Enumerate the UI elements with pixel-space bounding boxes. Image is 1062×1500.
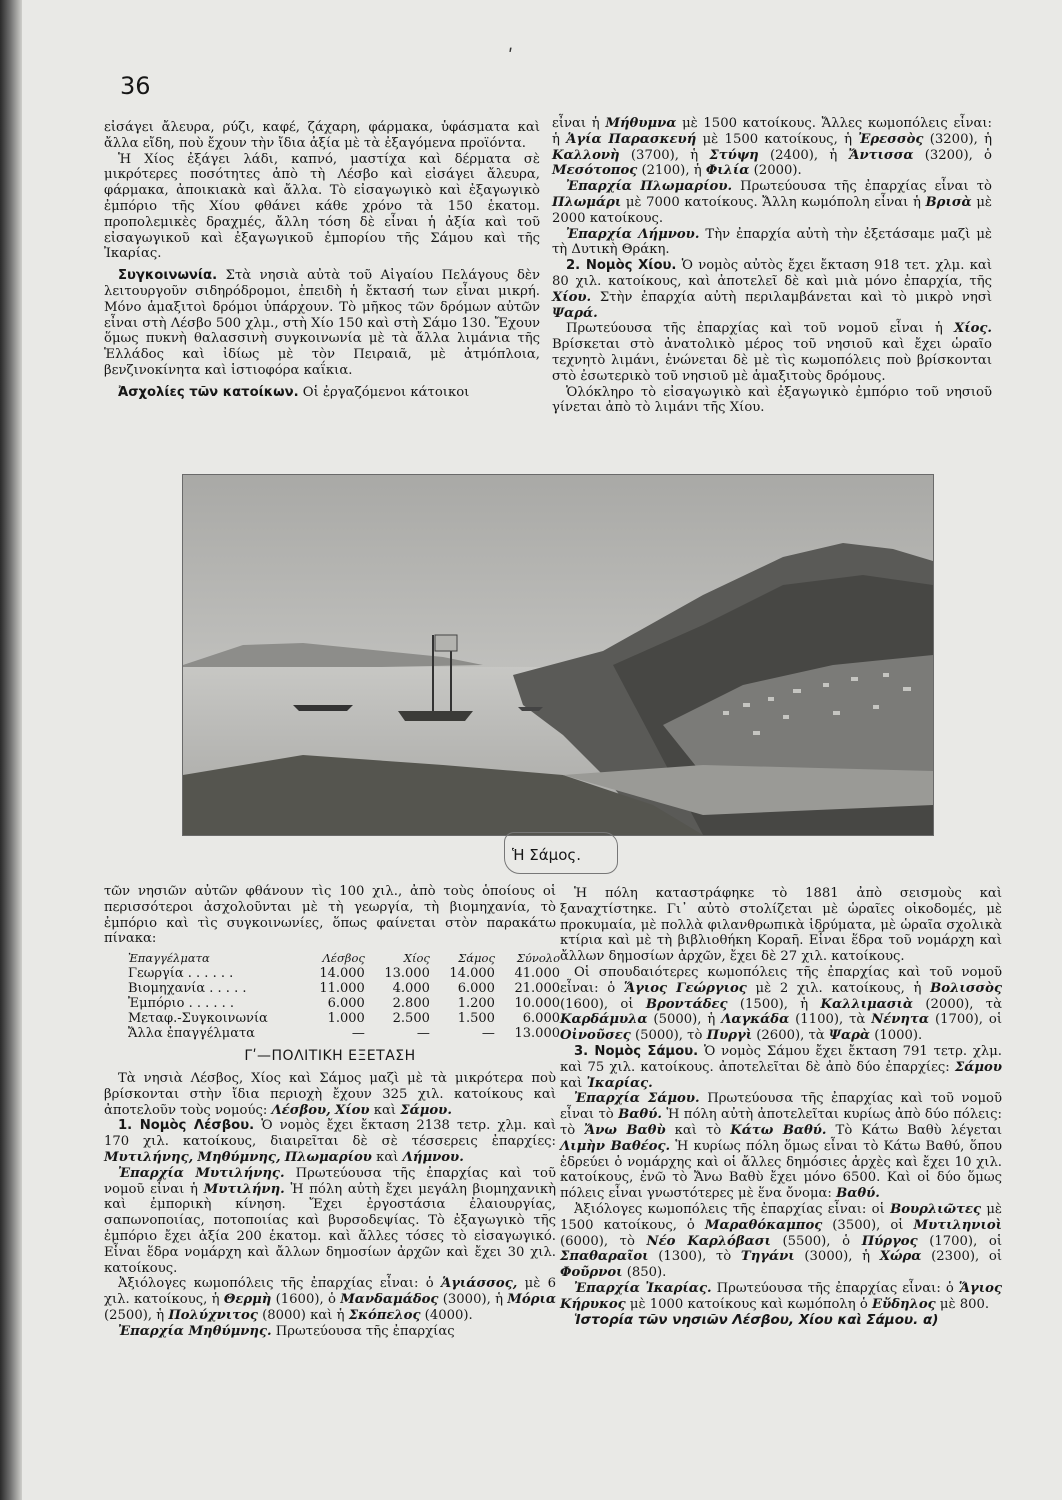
section-title: Γʹ—ΠΟΛΙΤΙΚΗ ΕΞΕΤΑΣΗ [244,1048,416,1065]
column-top-left [104,120,540,401]
column-top-right [552,116,992,416]
rowboat [293,705,353,711]
table-row: Μεταφ.-Συγκοινωνία 1.000 2.500 1.500 6.000 [128,1011,560,1027]
paragraph: 2. Νομὸς Χίου. Ὁ νομὸς αὐτὸς ἔχει ἔκταση 918 τετ. χλμ. καὶ 80 χιλ. κατοίκους, καὶ ἀποτελεῖ δὲ καὶ μιὰ μόνο ἐπαρχία, τῆς Χίου. Στὴν ἐπαρχία αὐτὴ περιλαμβάνεται καὶ τὸ μικρὸ νησὶ Ψαρά. [552,258,992,321]
harbor-illustration [183,475,933,835]
paragraph: Οἱ σπουδαιότερες κωμοπόλεις τῆς ἐπαρχίας καὶ τοῦ νομοῦ εἶναι: ὁ Ἅγιος Γεώργιος μὲ 2 χιλ. κατοίκους, ἡ Βολισσὸς (1600), οἱ Βροντάδες (1500), ἡ Καλλιμασιὰ (2000), τὰ Καρδάμυλα (5000), ἡ Λαγκάδα (1100), τὰ Νένητα (1700), οἱ Οἰνοῦσες (5000), τὸ Πυργὶ (2600), τὰ Ψαρὰ (1000). [560,964,1002,1044]
table-header: Ἐπαγγέλματα [128,951,210,966]
paragraph: Τὰ νησιὰ Λέσβος, Χίος καὶ Σάμος μαζὶ μὲ τὰ μικρότερα ποὺ βρίσκονται στὴν ἴδια περιοχὴ ἔχουν 325 χιλ. κατοίκους καὶ ἀποτελοῦν τοὺς νομούς: Λέσβου, Χίου καὶ Σάμου. [104,1070,556,1118]
small-boat [518,707,543,711]
section-lead: Ἀσχολίες τῶν κατοίκων. [118,384,299,400]
page-binding-edge [0,0,22,1500]
paragraph: Ἐπαρχία Ἰκαρίας. Πρωτεύουσα τῆς ἐπαρχίας εἶναι: ὁ Ἅγιος Κήρυκος μὲ 1000 κατοίκους καὶ κωμόπολη ὁ Εὔδηλος μὲ 800. [560,1280,1002,1312]
occupations-table [124,951,564,1041]
section-lead: Συγκοινωνία. [118,268,218,284]
column-bottom-right [560,886,1002,1328]
paragraph: Ἡ πόλη καταστράφηκε τὸ 1881 ἀπὸ σεισμοὺς καὶ ξαναχτίστηκε. Γι᾽ αὐτὸ στολίζεται μὲ ὡραῖες οἰκοδομές, μὲ προκυμαία, μὲ πολλὰ φιλανθρωπικὰ ἱδρύματα, μὲ ὡραῖα σχολικὰ κτίρια καὶ μὲ τὴ βιβλιοθήκη Κοραῆ. Εἶναι ἕδρα τοῦ νομάρχη καὶ ἄλλων δημοσίων ἀρχῶν, ἔχει δὲ 27 χιλ. κατοίκους. [560,886,1002,965]
paragraph: Πρωτεύουσα τῆς ἐπαρχίας καὶ τοῦ νομοῦ εἶναι ἡ Χίος. Βρίσκεται στὸ ἀνατολικὸ μέρος τοῦ νησιοῦ καὶ ἔχει ὡραῖο τεχνητὸ λιμάνι, ἑνώνεται δὲ μὲ τὶς κωμοπόλεις ποὺ βρίσκονται στὸ ἐσωτερικὸ τοῦ νησιοῦ μὲ ἁμαξιτοὺς δρόμους. [552,321,992,384]
table-row: Ἐμπόριο . . . . . . 6.000 2.800 1.200 10.000 [128,996,560,1012]
table-header: Σύνολο [516,951,560,966]
table-header: Χίος [403,951,430,966]
samos-harbor-photo [182,474,934,836]
section-heading-history: Ἱστορία τῶν νησιῶν Λέσβου, Χίου καὶ Σάμου. α) [574,1311,939,1328]
paragraph: εἶναι ἡ Μήθυμνα μὲ 1500 κατοίκους. Ἄλλες κωμοπόλεις εἶναι: ἡ Ἁγία Παρασκευή μὲ 1500 κατοίκους, ἡ Ἐρεσσὸς (3200), ἡ Καλλονὴ (3700), ἡ Στύψη (2400), ἡ Ἄντισσα (3200), ὁ Μεσότοπος (2100), ἡ Φιλία (2000). [552,116,993,179]
paragraph: Ἐπαρχία Πλωμαρίου. Πρωτεύουσα τῆς ἐπαρχίας εἶναι τὸ Πλωμάρι μὲ 7000 κατοίκους. Ἄλλη κωμόπολη εἶναι ἡ Βρισὰ μὲ 2000 κατοίκους. [552,179,992,226]
paragraph: 1. Νομὸς Λέσβου. Ὁ νομὸς ἔχει ἔκταση 2138 τετρ. χλμ. καὶ 170 χιλ. κατοίκους, διαιρεῖται δὲ σὲ τέσσερεις ἐπαρχίες: Μυτιλήνης, Μηθύμνης, Πλωμαρίου καὶ Λήμνου. [104,1118,556,1165]
paragraph: εἰσάγει ἄλευρα, ρύζι, καφέ, ζάχαρη, φάρμακα, ὑφάσματα καὶ ἄλλα εἴδη, ποὺ ἔχουν τὴν ἴδια ἀξία μὲ τὰ ἐξαγόμενα προϊόντα. [104,120,540,151]
paragraph: Ἐπαρχία Μηθύμνης. Πρωτεύουσα τῆς ἐπαρχίας [118,1323,455,1339]
table-header: Σάμος [458,951,495,966]
table-header: Λέσβος [322,951,365,966]
paragraph: Ἐπαρχία Μυτιλήνης. Πρωτεύουσα τῆς ἐπαρχίας καὶ τοῦ νομοῦ εἶναι ἡ Μυτιλήνη. Ἡ πόλη αὐτὴ ἔχει μεγάλη βιομηχανικὴ καὶ ἐμπορικὴ κίνηση. Ἔχει ἐργοστάσια ἐλαιουργίας, σαπωνοποιίας, ποτοποιίας καὶ βυρσοδεψίας. Τὸ ἐξαγωγικὸ τῆς ἐμπόριο ἔχει ἀξία 200 ἑκατομ. καὶ ἄλλες τόσες τὸ εἰσαγωγικό. Εἶναι ἕδρα νομάρχη καὶ ἄλλων δημοσίων ἀρχῶν καὶ ἔχει 30 χιλ. κατοίκους. [104,1165,556,1276]
column-bottom-left [104,884,560,1340]
paragraph-text: Οἱ ἐργαζόμενοι κάτοικοι [298,384,470,400]
page-number: 36 [120,72,151,100]
paragraph: Ὁλόκληρο τὸ εἰσαγωγικὸ καὶ ἐξαγωγικὸ ἐμπόριο τοῦ νησιοῦ γίνεται ἀπὸ τὸ λιμάνι τῆς Χίου. [552,384,992,416]
paragraph: Ἀξιόλογες κωμοπόλεις τῆς ἐπαρχίας εἶναι: ὁ Ἁγιάσσος, μὲ 6 χιλ. κατοίκους, ἡ Θερμὴ (1600), ὁ Μανδαμάδος (3000), ἡ Μόρια (2500), ἡ Πολύχνιτος (8000) καὶ ἡ Σκόπελος (4000). [104,1276,556,1323]
paragraph: Ἀξιόλογες κωμοπόλεις τῆς ἐπαρχίας εἶναι: οἱ Βουρλιῶτες μὲ 1500 κατοίκους, ὁ Μαραθόκαμπος (3500), οἱ Μυτιληνιοὶ (6000), τὸ Νέο Καρλόβασι (5500), ὁ Πύργος (1700), οἱ Σπαθαραῖοι (1300), τὸ Τηγάνι (3000), ἡ Χώρα (2300), οἱ Φοῦρνοι (850). [560,1201,1003,1281]
table-row: Ἄλλα ἐπαγγέλματα — — — 13.000 [128,1026,560,1042]
paragraph-text: Στὰ νησιὰ αὐτὰ τοῦ Αἰγαίου Πελάγους δὲν λειτουργοῦν σιδηρόδρομοι, ἐπειδὴ ἡ ἔκτασή των εἶναι μικρή. Μόνο ἁμαξιτοὶ δρόμοι ὑπάρχουν. Τὸ μῆκος τῶν δρόμων αὐτῶν εἶναι στὴ Λέσβο 500 χλμ., στὴ Χίο 150 καὶ στὴ Σάμο 130. Ἔχουν ὅμως πυκνὴ θαλασσινὴ συγκοινωνία μὲ τὰ ἄλλα λιμάνια τῆς Ἑλλάδος καὶ ἰδίως μὲ τὸν Πειραιᾶ, μὲ ἀτμόπλοια, βενζινοκίνητα καὶ ἱστιοφόρα καΐκια. [104,268,540,378]
photo-caption: Ἡ Σάμος. [512,846,581,864]
ink-mark: ʹ [508,46,514,67]
paragraph: τῶν νησιῶν αὐτῶν φθάνουν τὶς 100 χιλ., ἀπὸ τοὺς ὁποίους οἱ περισσότεροι ἀσχολοῦνται μὲ τὴ γεωργία, τὴ βιομηχανία, τὸ ἐμπόριο καὶ τὶς συγκοινωνίες, ὅπως φαίνεται στὸν παρακάτω πίνακα: [104,884,556,947]
table-row: Γεωργία . . . . . . 14.000 13.000 14.000 41.000 [128,966,560,982]
table-row: Βιομηχανία . . . . . 11.000 4.000 6.000 21.000 [128,981,560,997]
paragraph: Ἐπαρχία Σάμου. Πρωτεύουσα τῆς ἐπαρχίας καὶ τοῦ νομοῦ εἶναι τὸ Βαθύ. Ἡ πόλη αὐτὴ ἀποτελεῖται κυρίως ἀπὸ δύο πόλεις: τὸ Ἄνω Βαθὺ καὶ τὸ Κάτω Βαθύ. Τὸ Κάτω Βαθὺ λέγεται Λιμὴν Βαθέος. Ἡ κυρίως πόλη ὅμως εἶναι τὸ Κάτω Βαθύ, ὅπου ἑδρεύει ὁ νομάρχης καὶ οἱ ἄλλες δημόσιες ἀρχὲς καὶ ἔχει 10 χιλ. κατοίκους, ἐνῶ τὸ Ἄνω Βαθὺ ἔχει μόνο 6500. Καὶ οἱ δύο ὅμως πόλεις εἶναι γνωστότερες μὲ ἕνα ὄνομα: Βαθύ. [560,1091,1003,1202]
table-header-row [124,951,564,966]
paragraph: Ἡ Χίος ἐξάγει λάδι, καπνό, μαστίχα καὶ δέρματα σὲ μικρότερες ποσότητες ἀπὸ τὴ Λέσβο καὶ εἰσάγει ἄλευρα, φάρμακα, ἀποικιακὰ καὶ ἄλλα. Τὸ εἰσαγωγικὸ καὶ ἐξαγωγικὸ ἐμπόριο τῆς Χίου φθάνει κάθε χρόνο τὰ 150 ἑκατομ. προπολεμικὲς δραχμές, ἄλλη τόση δὲ εἶναι ἡ ἀξία καὶ τοῦ εἰσαγωγικοῦ καὶ ἐξαγωγικοῦ ἐμπορίου τῆς Σάμου καὶ τῆς Ἰκαρίας. [104,151,540,262]
paragraph: 3. Νομὸς Σάμου. Ὁ νομὸς Σάμου ἔχει ἔκταση 791 τετρ. χλμ. καὶ 75 χιλ. κατοίκους. ἀποτελεῖται δὲ ἀπὸ δύο ἐπαρχίες: Σάμου καὶ Ἰκαρίας. [560,1043,1002,1091]
paragraph: Ἐπαρχία Λήμνου. Τὴν ἐπαρχία αὐτὴ τὴν ἐξετάσαμε μαζὶ μὲ τὴ Δυτικὴ Θράκη. [552,226,993,258]
